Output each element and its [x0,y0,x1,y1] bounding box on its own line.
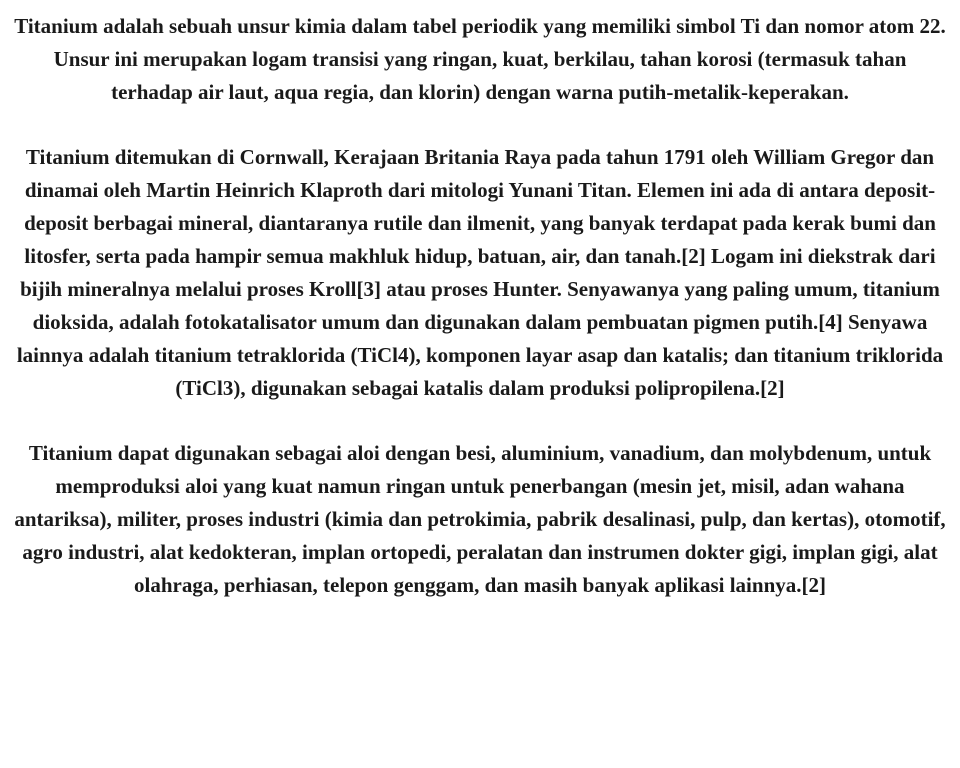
paragraph-applications: Titanium dapat digunakan sebagai aloi dengan besi, aluminium, vanadium, dan molybdenum, untuk memproduksi aloi yang kuat namun ringan untuk penerbangan (mesin jet, misil, adan wahana antariksa), militer, proses industri (kimia dan petrokimia, pabrik desalinasi, pulp, dan kertas), otomotif, agro industri, alat kedokteran, implan ortopedi, peralatan dan instrumen dokter gigi, implan gigi, alat olahraga, perhiasan, telepon genggam, dan masih banyak aplikasi lainnya.[2] [14,441,946,597]
paragraph-history: Titanium ditemukan di Cornwall, Kerajaan Britania Raya pada tahun 1791 oleh William Gregor dan dinamai oleh Martin Heinrich Klaproth dari mitologi Yunani Titan. Elemen ini ada di antara deposit-deposit berbagai mineral, diantaranya rutile dan ilmenit, yang banyak terdapat pada kerak bumi dan litosfer, serta pada hampir semua makhluk hidup, batuan, air, dan tanah.[2] Logam ini diekstrak dari bijih mineralnya melalui proses Kroll[3] atau proses Hunter. Senyawanya yang paling umum, titanium dioksida, adalah fotokatalisator umum dan digunakan dalam pembuatan pigmen putih.[4] Senyawa lainnya adalah titanium tetraklorida (TiCl4), komponen layar asap dan katalis; dan titanium triklorida (TiCl3), digunakan sebagai katalis dalam produksi polipropilena.[2] [16,145,944,400]
paragraph-intro: Titanium adalah sebuah unsur kimia dalam tabel periodik yang memiliki simbol Ti dan nomor atom 22. Unsur ini merupakan logam transisi yang ringan, kuat, berkilau, tahan korosi (termasuk tahan terhadap air laut, aqua regia, dan klorin) dengan warna putih-metalik-keperakan. [14,14,946,104]
